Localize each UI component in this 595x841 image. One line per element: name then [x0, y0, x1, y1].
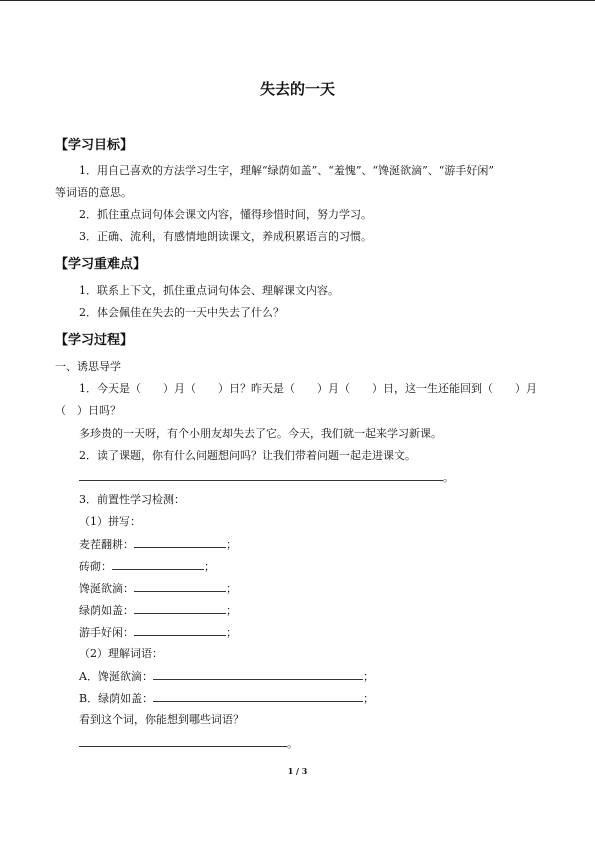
vocab-heading: （2）理解词语：: [79, 647, 163, 660]
pinyin-label: 游手好闲：: [79, 626, 134, 639]
pinyin-answer-line[interactable]: [134, 603, 226, 614]
pinyin-label: 砖砌：: [79, 560, 112, 573]
pinyin-end-mark: ；: [226, 582, 237, 595]
think-answer-line[interactable]: [79, 736, 287, 747]
pinyin-row: [79, 581, 237, 596]
pinyin-end-mark: ；: [204, 560, 215, 573]
think-answer-row: [79, 736, 298, 751]
goal-item-1-cont: 等词语的意思。: [55, 186, 132, 199]
key-points-heading: 【学习重难点】: [55, 257, 147, 272]
key-point-1: 1．联系上下文，抓住重点词句体会、理解课文内容。: [79, 284, 339, 297]
pinyin-row: [79, 625, 237, 640]
pinyin-row: [79, 559, 215, 574]
goal-item-2: 2．抓住重点词句体会课文内容，懂得珍惜时间，努力学习。: [79, 208, 372, 221]
part1-label: 一、诱思导学: [55, 360, 121, 373]
pinyin-heading: （1）拼写：: [79, 515, 141, 528]
pinyin-label: 馋涎欲滴：: [79, 582, 134, 595]
pinyin-end-mark: ；: [226, 538, 237, 551]
goal-item-3: 3．正确、流利，有感情地朗读课文，养成积累语言的习惯。: [79, 230, 372, 243]
pinyin-answer-line[interactable]: [134, 581, 226, 592]
key-point-2: 2．体会佩佳在失去的一天中失去了什么？: [79, 306, 284, 319]
question-2-end-mark: 。: [443, 471, 454, 484]
vocab-end-mark: ；: [363, 692, 375, 705]
goals-heading: 【学习目标】: [55, 138, 134, 153]
pinyin-label: 麦茬翻耕：: [79, 538, 134, 551]
question-2-answer-line[interactable]: [79, 470, 443, 481]
document-title: 失去的一天: [259, 80, 335, 98]
vocab-end-mark: ；: [362, 670, 374, 683]
intro-text: 多珍贵的一天呀，有个小朋友却失去了它。今天，我们就一起来学习新课。: [79, 427, 442, 440]
pinyin-answer-line[interactable]: [134, 537, 226, 548]
pinyin-end-mark: ；: [226, 604, 237, 617]
question-2-answer-row: [79, 470, 454, 485]
question-1-line1: 1．今天是（ ）月（ ）日？昨天是（ ）月（ ）日，这一生还能回到（ ）月: [79, 382, 537, 395]
page-top-border: [0, 0, 595, 1]
pinyin-end-mark: ；: [226, 626, 237, 639]
question-3: 3．前置性学习检测：: [79, 493, 185, 506]
question-2: 2．读了课题，你有什么问题想问吗？让我们带着问题一起走进课文。: [79, 449, 416, 462]
pinyin-label: 绿荫如盖：: [79, 604, 134, 617]
vocab-label: B．绿荫如盖：: [79, 692, 154, 705]
goal-item-1: 1．用自己喜欢的方法学习生字，理解“绿荫如盖”、“羞愧”、“馋涎欲滴”、“游手好闲”: [79, 164, 494, 177]
vocab-row: [79, 691, 374, 706]
vocab-label: A．馋涎欲滴：: [79, 670, 153, 683]
pinyin-row: [79, 537, 237, 552]
process-heading: 【学习过程】: [55, 333, 134, 348]
vocab-answer-line[interactable]: [153, 691, 363, 702]
pinyin-answer-line[interactable]: [112, 559, 204, 570]
vocab-answer-line[interactable]: [153, 669, 363, 680]
pinyin-row: [79, 603, 237, 618]
question-1-line2: （ ）日吗？: [55, 404, 121, 417]
vocab-row: [79, 669, 374, 684]
think-end-mark: 。: [287, 737, 298, 750]
page-number: 1 / 3: [287, 766, 308, 776]
pinyin-answer-line[interactable]: [134, 625, 226, 636]
think-prompt: 看到这个词，你能想到哪些词语？: [79, 713, 244, 726]
